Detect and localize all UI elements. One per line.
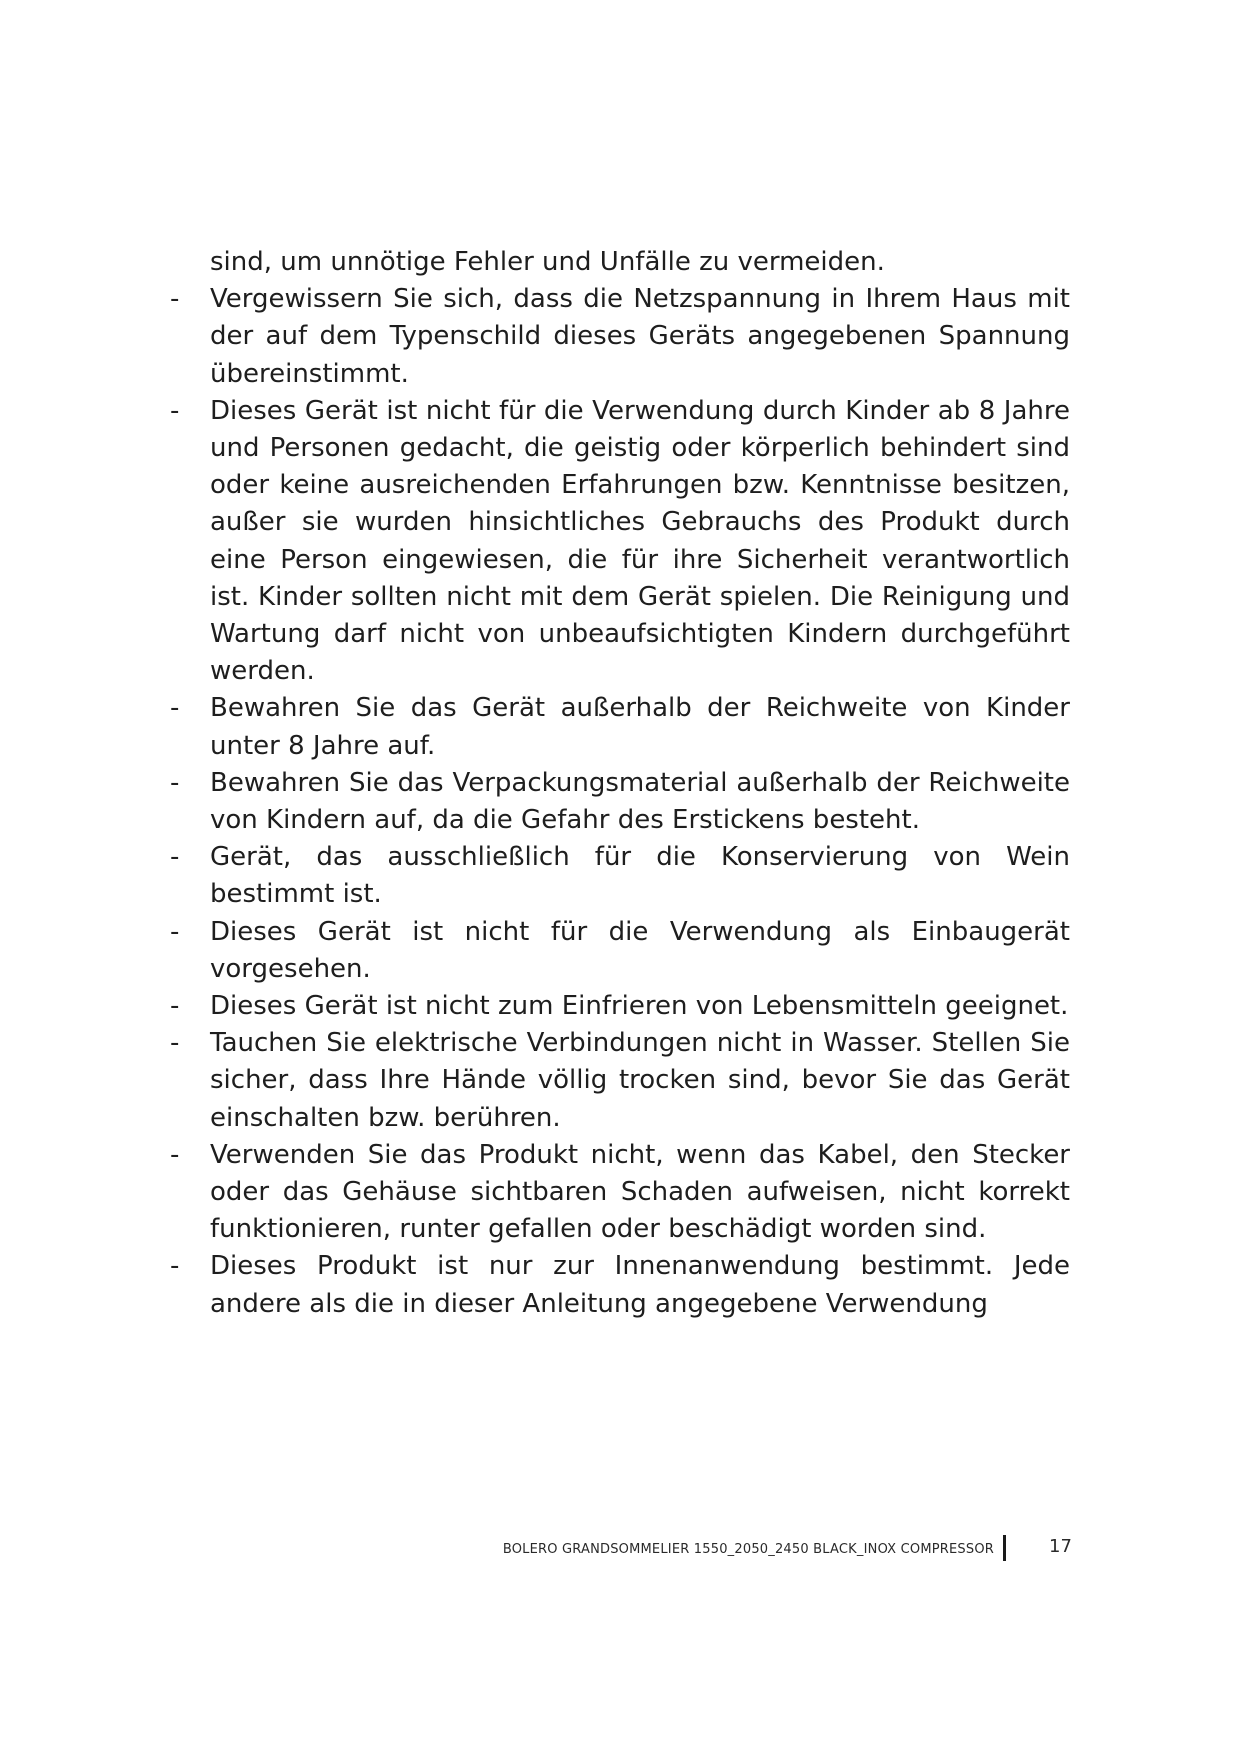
list-item (170, 1248, 1070, 1322)
list-item-text: Bewahren Sie das Verpackungsmaterial außerhalb der Reichweite von Kindern auf, da die Gefahr des Erstickens besteht. (210, 767, 1070, 836)
continuation-text: sind, um unnötige Fehler und Unfälle zu vermeiden. (210, 247, 885, 277)
list-item (170, 393, 1070, 691)
bullet-dash: - (170, 395, 180, 426)
list-item (170, 1137, 1070, 1249)
list-item-text: Dieses Produkt ist nur zur Innenanwendung bestimmt. Jede andere als die in dieser Anleitung angegebene Verwendung (210, 1251, 1070, 1319)
list-item (170, 690, 1070, 764)
page-footer (0, 1534, 1241, 1564)
list-item (170, 1025, 1070, 1137)
list-item-text: Dieses Gerät ist nicht für die Verwendung als Einbaugerät vorgesehen. (210, 916, 1070, 984)
bullet-dash: - (170, 916, 180, 947)
list-item (170, 281, 1070, 393)
list-item-text: Gerät, das ausschließlich für die Konservierung von Wein bestimmt ist. (210, 842, 1070, 910)
bullet-dash: - (170, 693, 180, 724)
bullet-dash: - (170, 767, 180, 798)
list-item (170, 839, 1070, 913)
bullet-dash: - (170, 842, 180, 873)
footer-product-title: BOLERO GRANDSOMMELIER 1550_2050_2450 BLACK_INOX COMPRESSOR (502, 1542, 994, 1557)
bullet-dash: - (170, 284, 180, 315)
safety-instructions (170, 244, 1070, 1323)
footer-divider (1003, 1535, 1006, 1561)
bullet-dash: - (170, 1251, 180, 1282)
list-item-text: Bewahren Sie das Gerät außerhalb der Reichweite von Kinder unter 8 Jahre auf. (210, 693, 1070, 761)
list-item (170, 914, 1070, 988)
list-item-text: Tauchen Sie elektrische Verbindungen nicht in Wasser. Stellen Sie sicher, dass Ihre Hände völlig trocken sind, bevor Sie das Gerät einschalten bzw. berühren. (210, 1028, 1070, 1133)
list-item (170, 988, 1070, 1025)
bullet-dash: - (170, 991, 180, 1022)
list-item (170, 765, 1070, 839)
page-number: 17 (1049, 1536, 1072, 1557)
list-item-text: Verwenden Sie das Produkt nicht, wenn das Kabel, den Stecker oder das Gehäuse sichtbaren Schaden aufweisen, nicht korrekt funktionieren, runter gefallen oder beschädigt worden sind. (210, 1139, 1070, 1245)
list-item-text: Dieses Gerät ist nicht für die Verwendung durch Kinder ab 8 Jahre und Personen gedacht, die geistig oder körperlich behindert sind oder keine ausreichenden Erfahrungen bzw. Kenntnisse besitzen, außer sie wurden hinsichtliches Gebrauchs des Produkt durch eine Person eingewiesen, die für ihre Sicherheit verantwortlich ist. Kinder sollten nicht mit dem Gerät spielen. Die Reinigung und Wartung darf nicht von unbeaufsichtigten Kindern durchgeführt werden. (210, 395, 1070, 687)
bullet-dash: - (170, 1139, 180, 1170)
list-item-text: Vergewissern Sie sich, dass die Netzspannung in Ihrem Haus mit der auf dem Typenschild dieses Geräts angegebenen Spannung übereinstimmt. (210, 284, 1070, 389)
bullet-dash: - (170, 1028, 180, 1059)
list-item-text: Dieses Gerät ist nicht zum Einfrieren von Lebensmitteln geeignet. (210, 991, 1069, 1022)
